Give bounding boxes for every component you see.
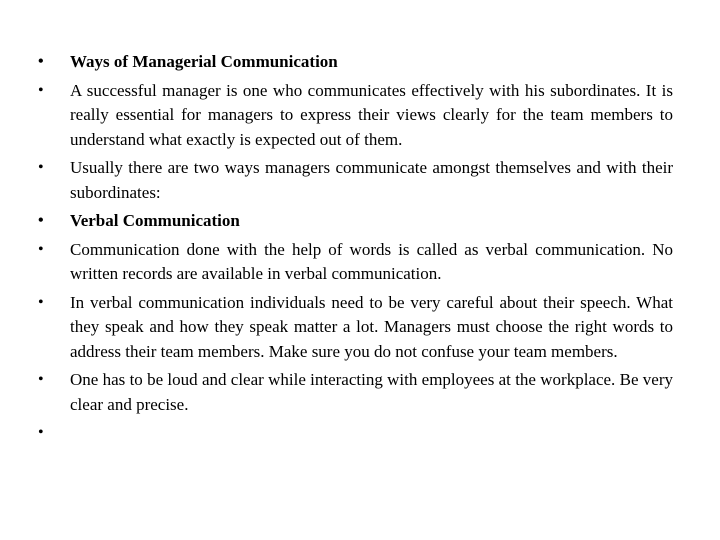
bullet-successful-manager: • A successful manager is one who communicates effectively with his subordinates. It is really essential for managers to express their views clearly for the team members to understand what exactly is expected out of them. [38, 79, 673, 153]
bullet-heading-ways-of-managerial-communication: • Ways of Managerial Communication [38, 50, 673, 75]
bullet-verbal-definition: • Communication done with the help of words is called as verbal communication. No written records are available in verbal communication. [38, 238, 673, 287]
bullet-two-ways: • Usually there are two ways managers communicate amongst themselves and with their subordinates: [38, 156, 673, 205]
bullet-list [38, 50, 673, 450]
bullet-careful-speech: • In verbal communication individuals need to be very careful about their speech. What they speak and how they speak matter a lot. Managers must choose the right words to address their team members. Make sure you do not confuse your team members. [38, 291, 673, 365]
bullet-heading-verbal-communication: • Verbal Communication [38, 209, 673, 234]
bullet-loud-and-clear: • One has to be loud and clear while interacting with employees at the workplace. Be very clear and precise. [38, 368, 673, 417]
bullet-empty [38, 421, 673, 446]
